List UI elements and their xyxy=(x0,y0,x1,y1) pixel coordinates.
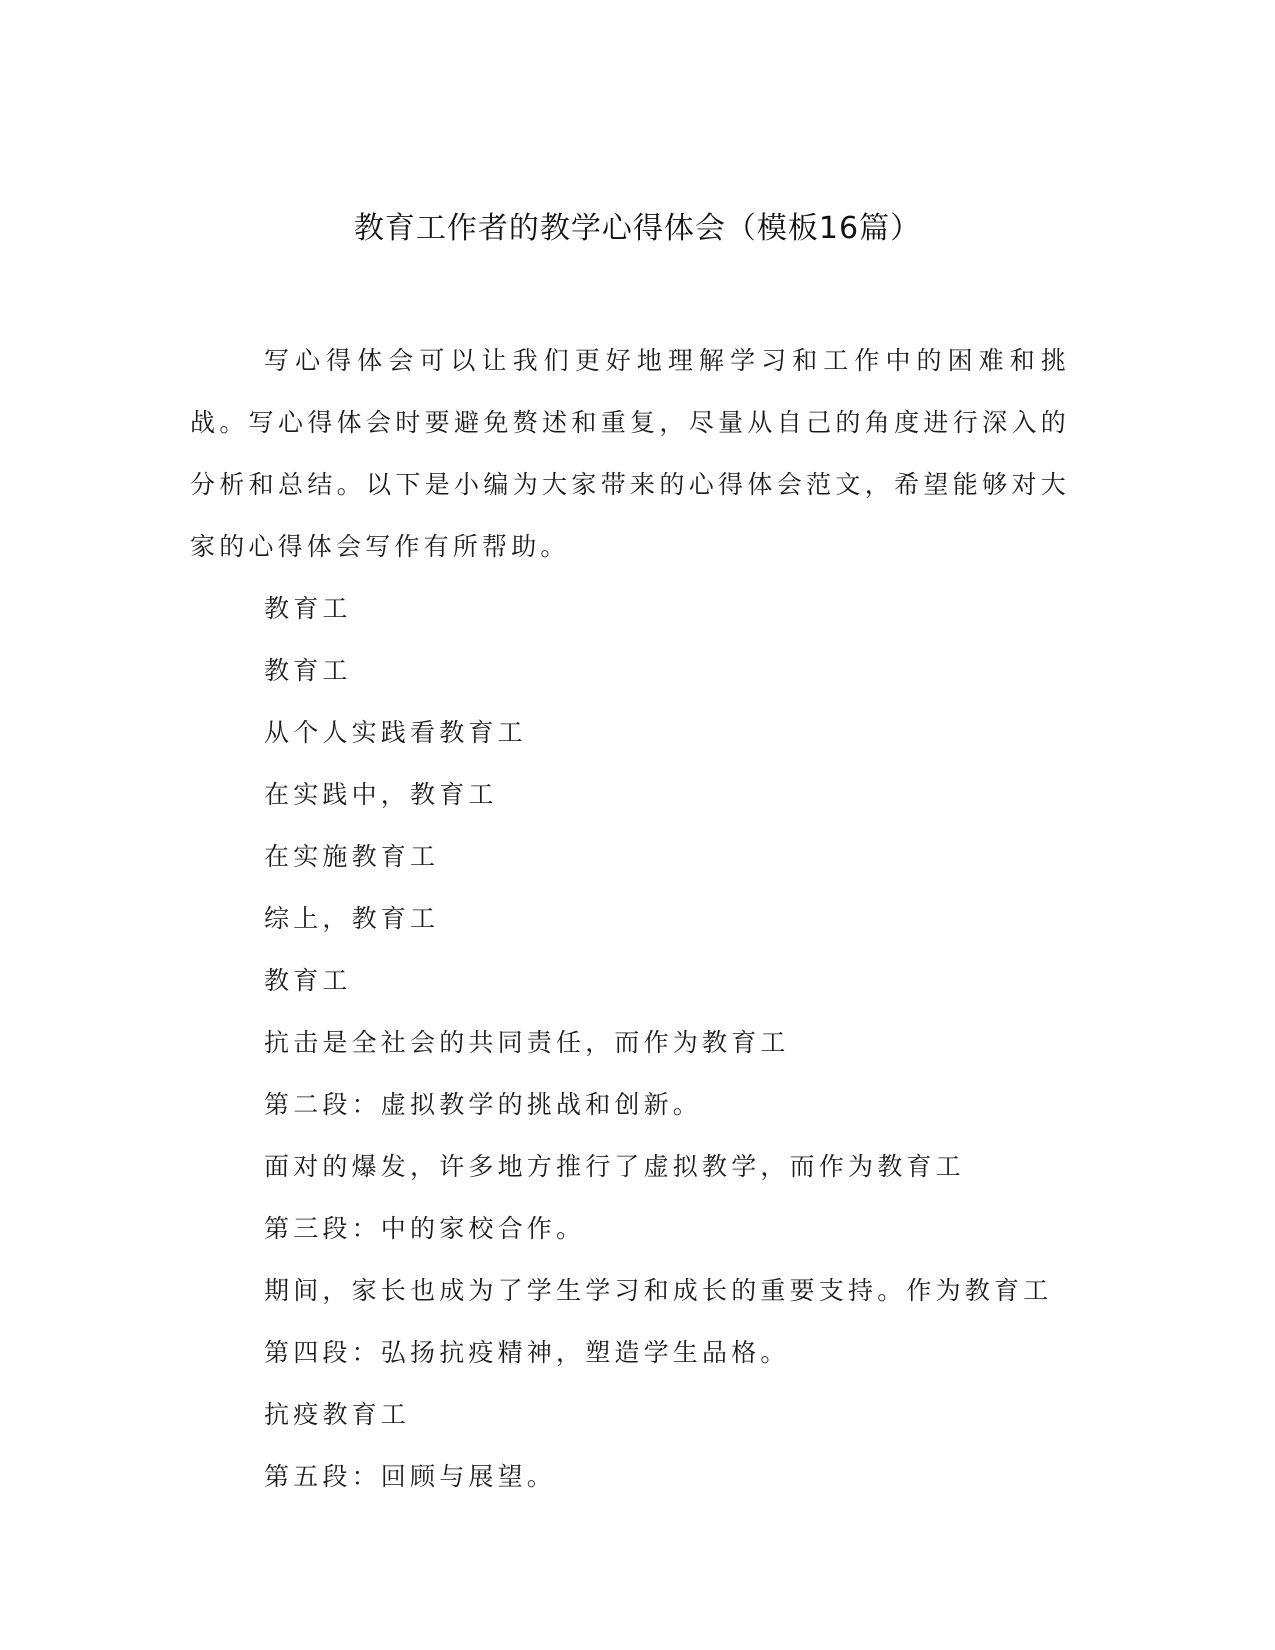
paragraph: 教育工 xyxy=(264,656,352,685)
paragraph: 在实施教育工 xyxy=(264,842,440,871)
paragraph: 从个人实践看教育工 xyxy=(264,718,527,747)
paragraph: 抗疫教育工 xyxy=(264,1400,411,1429)
section-heading: 第三段：中的家校合作。 xyxy=(264,1214,586,1243)
paragraph: 在实践中，教育工 xyxy=(264,780,498,809)
paragraph: 面对的爆发，许多地方推行了虚拟教学，而作为教育工 xyxy=(264,1152,965,1181)
paragraph: 综上，教育工 xyxy=(264,904,440,933)
section-heading: 第五段：回顾与展望。 xyxy=(264,1462,557,1491)
paragraph: 期间，家长也成为了学生学习和成长的重要支持。作为教育工 xyxy=(264,1276,1053,1305)
section-heading: 第四段：弘扬抗疫精神，塑造学生品格。 xyxy=(264,1338,790,1367)
paragraph: 抗击是全社会的共同责任，而作为教育工 xyxy=(264,1028,790,1057)
document-body xyxy=(190,330,1070,1508)
document-title: 教育工作者的教学心得体会（模板16篇） xyxy=(353,211,922,246)
paragraph: 教育工 xyxy=(264,594,352,623)
intro-paragraph: 写心得体会可以让我们更好地理解学习和工作中的困难和挑战。写心得体会时要避免赘述和重复，尽量从自己的角度进行深入的分析和总结。以下是小编为大家带来的心得体会范文，希望能够对大家的心得体会写作有所帮助。 xyxy=(190,346,1070,561)
paragraph: 教育工 xyxy=(264,966,352,995)
section-heading: 第二段：虚拟教学的挑战和创新。 xyxy=(264,1090,703,1119)
